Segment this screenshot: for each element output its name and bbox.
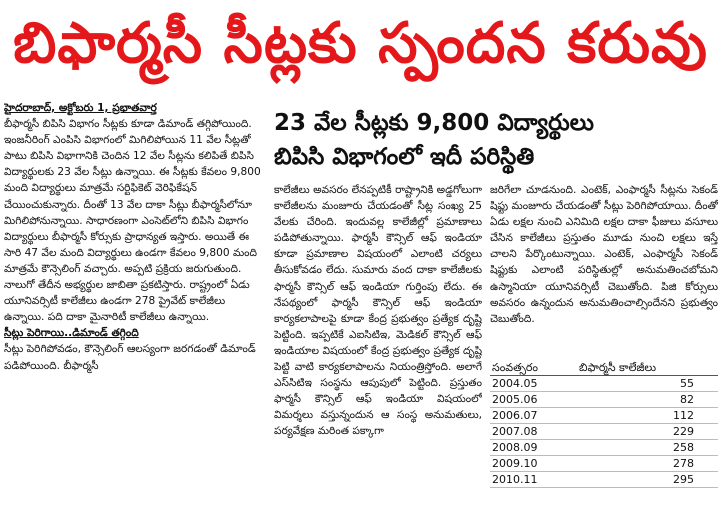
article-paragraph: జరిగేలా చూడనుంది. ఎంటెక్, ఎంఫార్మసీ సీట్లను సెకండ్ షిఫ్టు మంజూరు చేయడంతో సీట్లు పెరిగిపోయాయి. దీంతో ఏడు లక్షల నుంచి ఎనిమిది లక్షల దాకా ఫీజులు వసూలు చేసిన కాలేజీలు ప్రస్తుతం మూడు నుంచి లక్షలు ఇస్తే చాలని పేర్కొంటున్నాయి. ఎంటెక్, ఎంఫార్మసీ సెకండ్ షిఫ్టుకు ఎలాంటి పరిస్థితుల్లో అనుమతించబోమని ఉస్మానియా యూనివర్సిటీ చెబుతోంది. పిజి కోర్సులు అవసరం ఉన్నందున అనుమతించాల్సిందేనని ప్రభుత్వం చెబుతోంది. (490, 184, 718, 325)
table-row (490, 408, 718, 424)
table-row (490, 440, 718, 456)
table-row (490, 392, 718, 408)
subheadline-line-1: 23 వేల సీట్లకు 9,800 విద్యార్థులు (274, 110, 594, 136)
table-cell-count: 295 (577, 472, 718, 488)
table-header-year: సంవత్సరం (490, 360, 577, 376)
table-cell-year: 2010.11 (490, 472, 577, 488)
table-cell-year: 2008.09 (490, 440, 577, 456)
article-paragraph: బీఫార్మసీ బిపిసి విభాగం సీట్లకు కూడా డిమాండ్ తగ్గిపోయింది. ఇంజనీరింగ్ ఎంపిసి విభాగంలో మిగిలిపోయిన 11 వేల సీట్లతో పాటు బిపిసి విభాగానికి చెందిన 12 వేల సీట్లను కలిపితే బిపిసి విద్యార్థులకు 23 వేల సీట్లు ఉన్నాయి. ఈ సీట్లకు కేవలం 9,800 మంది విద్యార్థులు మాత్రమే సర్టిఫికెట్ వెరిఫికేషన్ చేయించుకున్నారు. దీంతో 13 వేల దాకా సీట్లు బీఫార్మసీలోనూ మిగిలిపోనున్నాయి. సాధారణంగా ఎంసెట్‌లోని బిపిసి విభాగం విద్యార్థులు బీఫార్మసీ కోర్సుకు ప్రాధాన్యత ఇస్తారు. అయితే ఈ సారి 47 వేల మంది విద్యార్థులు ఉండగా కేవలం 9,800 మంది మాత్రమే కౌన్సెలింగ్ వచ్చారు. అప్పటి ప్రక్రియ జరుగుతుంది. నాలుగో తేదీన అభ్యర్థుల జాబితా ప్రకటిస్తారు. రాష్ట్రంలో ఏడు యూనివర్సిటీ కాలేజీలు ఉండగా 278 ప్రైవేట్ కాలేజీలు ఉన్నాయి. పది దాకా మైనారిటీ కాలేజీలు ఉన్నాయి. (4, 118, 261, 324)
table-header-colleges: బిఫార్మసీ కాలేజీలు (577, 360, 718, 376)
table-cell-year: 2009.10 (490, 456, 577, 472)
article-paragraph: సీట్లు పెరిగిపోవడం, కౌన్సెలింగ్ ఆలస్యంగా జరగడంతో డిమాండ్ పడిపోయింది. బీఫార్మసీ (4, 343, 256, 372)
article-column-2 (274, 182, 482, 506)
article-column-3 (490, 182, 718, 360)
table-cell-count: 229 (577, 424, 718, 440)
table-cell-year: 2006.07 (490, 408, 577, 424)
table-row (490, 472, 718, 488)
table-row (490, 376, 718, 392)
table-cell-count: 258 (577, 440, 718, 456)
table-cell-count: 55 (577, 376, 718, 392)
table-cell-year: 2007.08 (490, 424, 577, 440)
table-cell-count: 278 (577, 456, 718, 472)
table-cell-year: 2005.06 (490, 392, 577, 408)
article-paragraph: కాలేజీలు అవసరం లేనప్పటికీ రాష్ట్రానికి అడ్డగోలుగా కాలేజీలను మంజూరు చేయడంతో సీట్ల సంఖ్య 25 వేలకు చేరింది. ఇందువల్ల కాలేజీల్లో ప్రమాణాలు పడిపోతున్నాయి. ఫార్మసీ కౌన్సిల్ ఆఫ్ ఇండియా కూడా ప్రమాణాల విషయంలో ఎలాంటి చర్యలు తీసుకోవడం లేదు. సుమారు వంద దాకా కాలేజీలకు ఫార్మసీ కౌన్సిల్ ఆఫ్ ఇండియా గుర్తింపు లేదు. ఈ నేపథ్యంలో ఫార్మసీ కౌన్సిల్ ఆఫ్ ఇండియా కార్యకలాపాలపై కూడా కేంద్ర ప్రభుత్వం ప్రత్యేక దృష్టి పెట్టింది. ఇప్పటికే ఎఐసిటిఇ, మెడికల్ కౌన్సిల్ ఆఫ్ ఇండియాల విషయంలో కేంద్ర ప్రభుత్వం ప్రత్యేక దృష్టి పెట్టి వాటి కార్యకలాపాలను నియంత్రిస్తోంది. అలాగే ఎస్‌సిటిఇ సంస్థను ఆపుపులో పెట్టింది. ప్రస్తుతం ఫార్మసీ కౌన్సిల్ ఆఫ్ ఇండియా విషయంలో విమర్శలు వస్తున్నందున ఆ సంస్థ అనుమతులు, పర్యవేక్షణ మరింత పక్కాగా (274, 184, 482, 438)
table-cell-year: 2004.05 (490, 376, 577, 392)
subheadline-line-2: బిపిసి విభాగంలో ఇదీ పరిస్థితి (274, 144, 535, 170)
section-subhead: సీట్లు పెరిగాయి..డిమాండ్ తగ్గింది (4, 327, 139, 340)
headline: బిఫార్మసీ సీట్లకు స్పందన కరువు (13, 10, 708, 76)
table-cell-count: 82 (577, 392, 718, 408)
dateline: హైదరాబాద్, అక్టోబరు 1, ప్రభాతవార్త (4, 102, 157, 114)
table-header-row (490, 360, 718, 376)
table-row (490, 456, 718, 472)
subheadline (274, 106, 718, 176)
table-cell-count: 112 (577, 408, 718, 424)
article-column-1 (4, 100, 268, 506)
table-row (490, 424, 718, 440)
colleges-table (490, 360, 718, 488)
